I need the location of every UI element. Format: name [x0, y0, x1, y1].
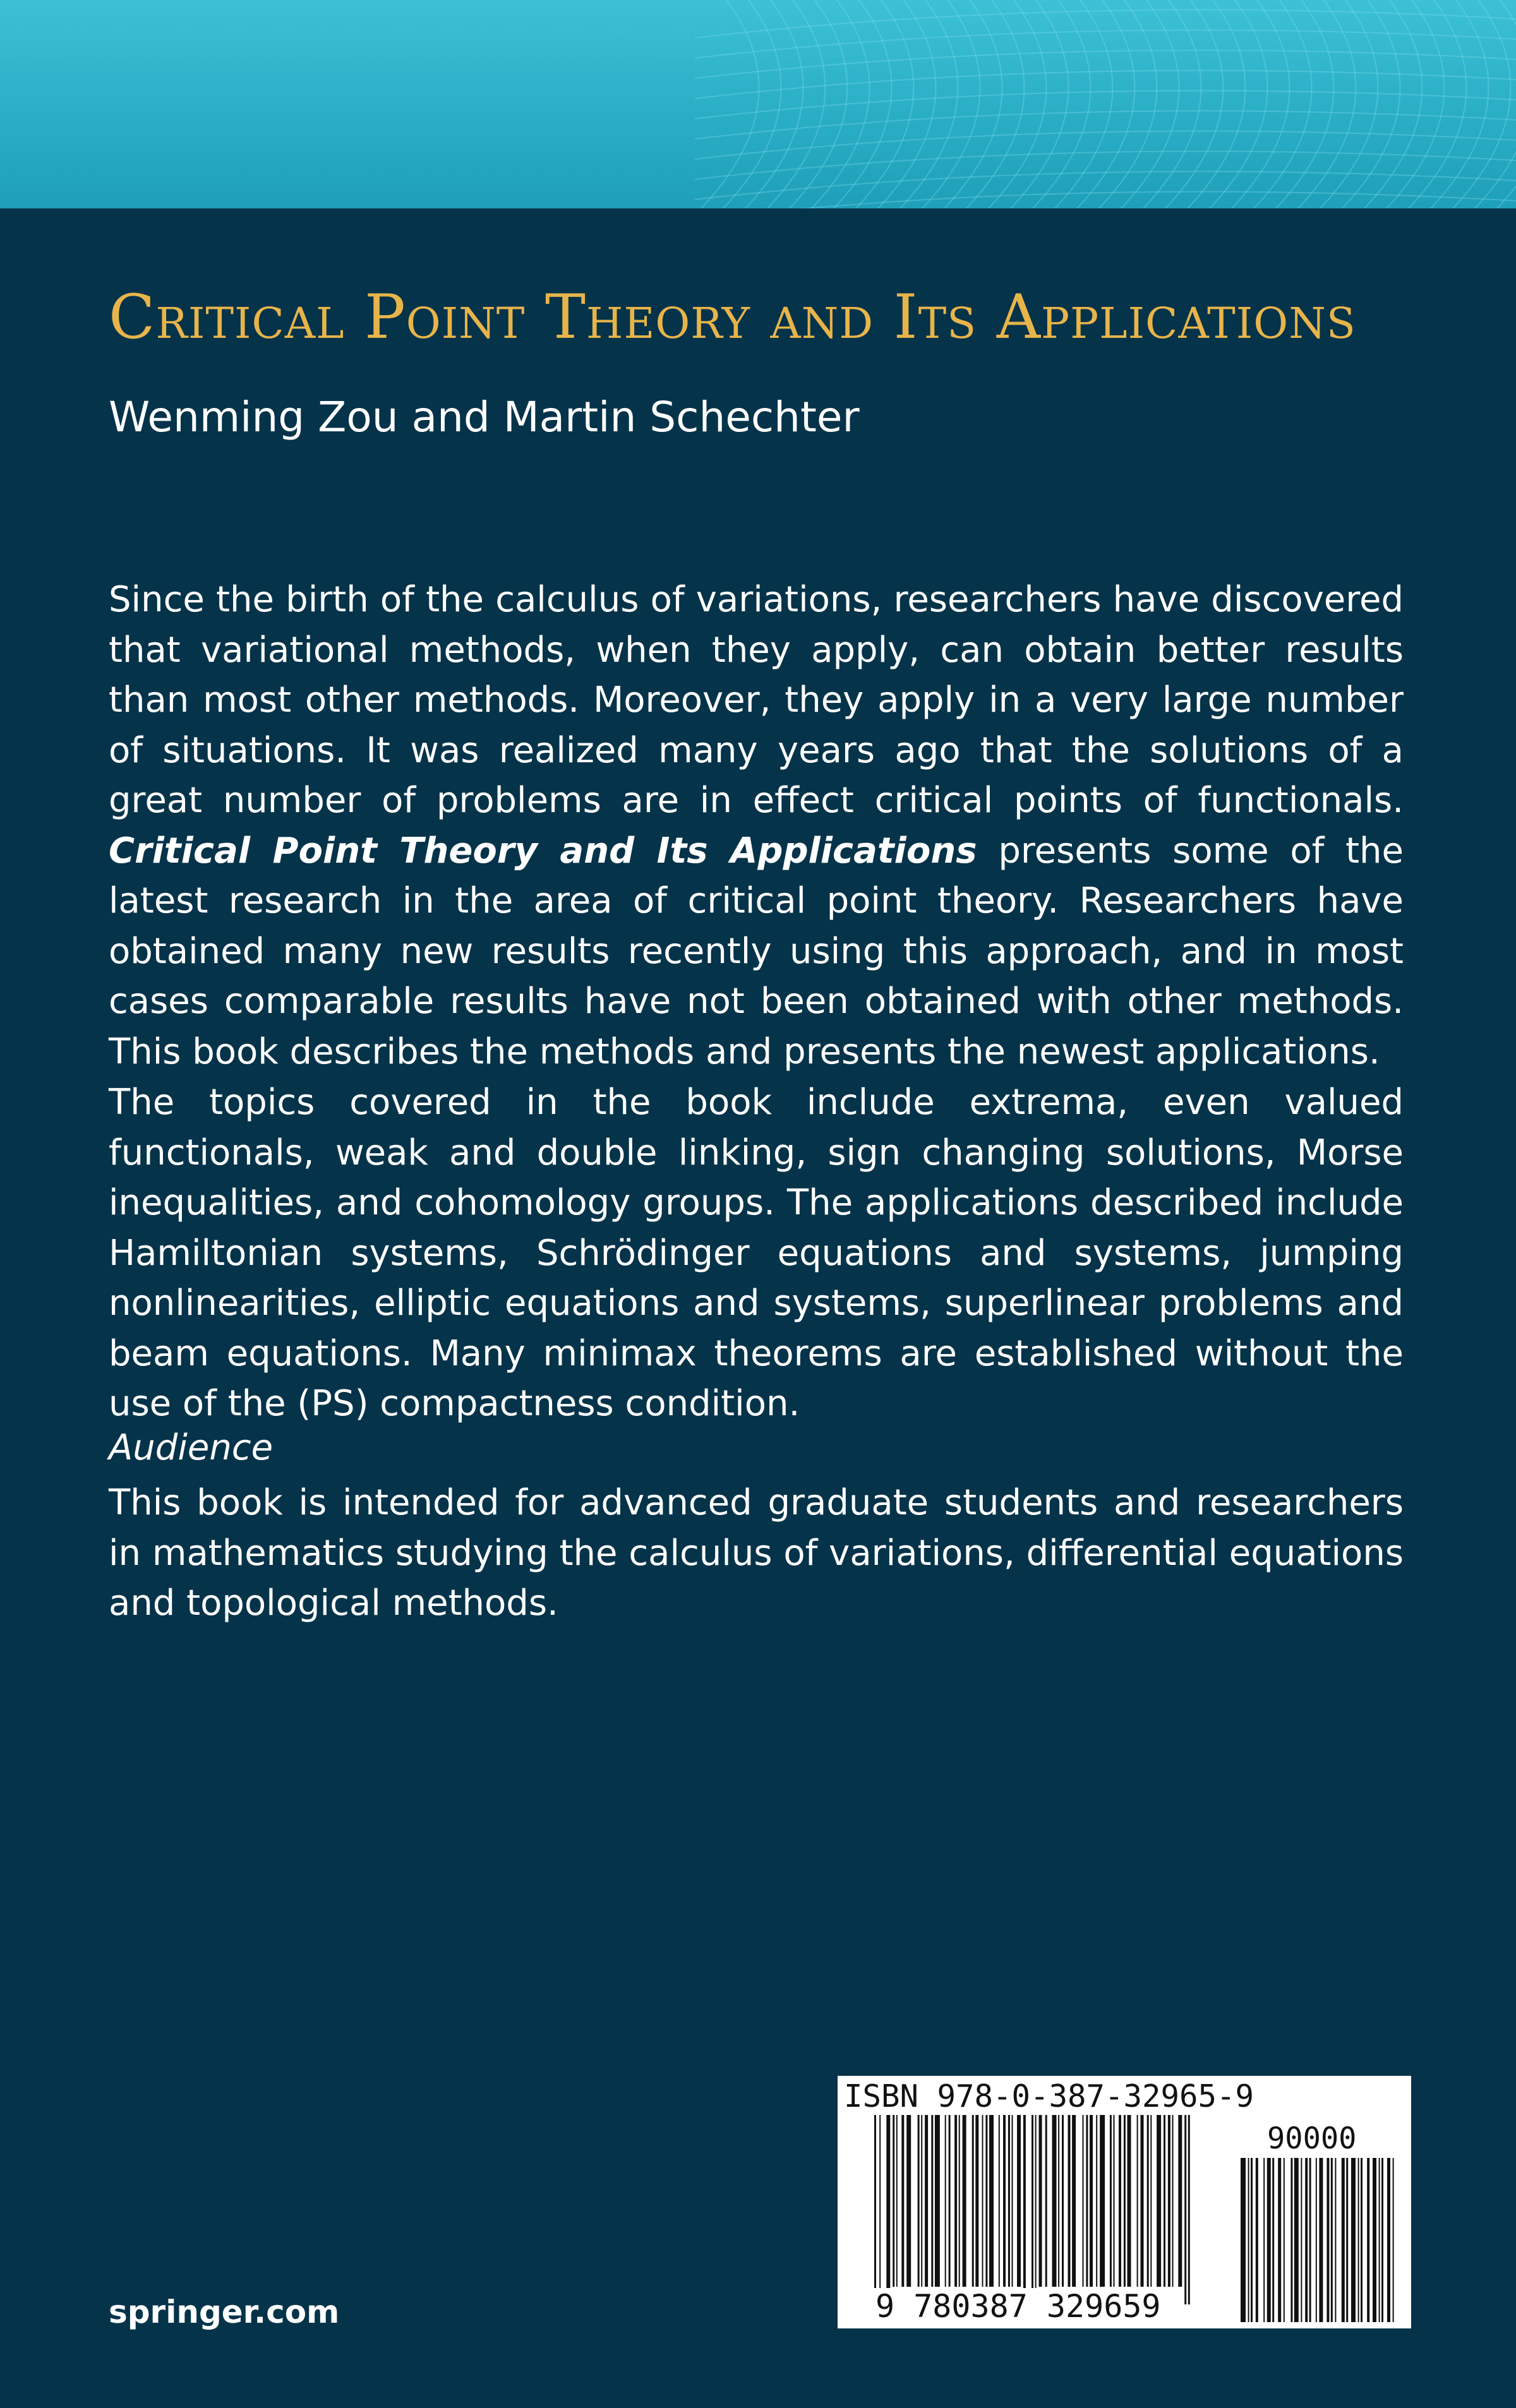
barcode-bar [1086, 2115, 1088, 2287]
addon-bar [1256, 2158, 1258, 2322]
addon-bar [1267, 2158, 1271, 2322]
book-title: Critical Point Theory and Its Applications [109, 282, 1356, 352]
barcode-bar [945, 2115, 946, 2287]
description-paragraph-2: The topics covered in the book include extrema, even valued functionals, weak and double linking, sign changing solutions, Morse inequalities, and cohomology groups. The applications described include Hamiltonian systems, Schrödinger equations and systems, jumping nonlinearities, elliptic equations and systems, superlinear problems and beam equations. Many minimax theorems are established without the use of the (PS) compactness condition. [109, 1082, 1404, 1424]
addon-bar [1387, 2158, 1390, 2322]
addon-bar [1241, 2158, 1246, 2322]
p1-text-after: presents some of the latest research in the area of critical point theory. Researchers have obtained many new results recently using this approach, and in most cases comparable results have not been obtained with other methods. This book describes the methods and presents the newest applications. [109, 830, 1404, 1072]
isbn-barcode [838, 2076, 1411, 2328]
addon-bar [1278, 2158, 1281, 2322]
barcode-bar [1045, 2115, 1047, 2287]
addon-bar [1316, 2158, 1317, 2322]
decorative-top-band [0, 0, 1516, 208]
barcode-bar [886, 2115, 890, 2304]
grid-line [900, 0, 958, 208]
barcode-bar [982, 2115, 984, 2287]
barcode-bar [959, 2115, 960, 2287]
barcode-bar [874, 2115, 876, 2304]
barcode-bar [925, 2115, 928, 2287]
isbn-label: ISBN 978-0-387-32965-9 [844, 2078, 1254, 2114]
addon-bar [1358, 2158, 1359, 2322]
barcode-bar [893, 2115, 894, 2287]
barcode-bar [1164, 2115, 1165, 2287]
barcode-bar [949, 2115, 951, 2287]
barcode-bar [921, 2115, 922, 2287]
barcode-bar [1032, 2115, 1033, 2304]
barcode-bar [1008, 2115, 1010, 2287]
addon-bar [1393, 2158, 1394, 2322]
addon-bar [1263, 2158, 1265, 2322]
grid-line [1232, 0, 1289, 208]
barcode-bar [1150, 2115, 1152, 2287]
barcode-bar [1072, 2115, 1076, 2287]
barcode-bar [1137, 2115, 1138, 2287]
barcode-bar [1012, 2115, 1013, 2287]
barcode-bar [1124, 2115, 1126, 2287]
barcode-bar [906, 2115, 911, 2287]
addon-bar [1342, 2158, 1345, 2322]
p1-text-before: Since the birth of the calculus of variations, researchers have discovered that variational methods, when they apply, can obtain better results than most other methods. Moreover, they apply in a very large number of situations. It was realized many years ago that the solutions of a great number of problems are in effect critical points of functionals. [109, 579, 1404, 821]
barcode-bar [879, 2115, 881, 2304]
barcode-bar [1068, 2115, 1071, 2287]
barcode-bar [999, 2115, 1000, 2287]
barcode-bar [896, 2115, 898, 2287]
barcode-bar [1003, 2115, 1006, 2287]
addon-bar [1319, 2158, 1323, 2322]
barcode-bar [975, 2115, 978, 2287]
barcode-bar [972, 2115, 974, 2287]
barcode-bar [1058, 2115, 1059, 2287]
barcode-bar [1184, 2115, 1186, 2304]
barcode-bar [1157, 2115, 1161, 2287]
barcode-bar [1188, 2115, 1190, 2304]
addon-bar [1326, 2158, 1329, 2322]
barcode-bar [1128, 2115, 1131, 2287]
addon-bar [1301, 2158, 1302, 2322]
barcode-bar [954, 2115, 957, 2287]
grid-line [1497, 0, 1516, 208]
grid-line [1143, 0, 1201, 208]
barcode-bar [1062, 2115, 1064, 2287]
grid-line [878, 0, 935, 208]
barcode-bar [985, 2115, 987, 2287]
barcode-bar [1023, 2115, 1026, 2304]
barcode-bar [1110, 2115, 1112, 2287]
addon-bar [1379, 2158, 1380, 2322]
addon-bar [1361, 2158, 1363, 2322]
ean-digits: 9 780387 329659 [875, 2288, 1161, 2325]
barcode-bar [1035, 2115, 1037, 2304]
barcode-bar [1119, 2115, 1121, 2287]
barcode-bar [1100, 2115, 1105, 2287]
grid-line [1342, 0, 1400, 208]
p1-book-title: Critical Point Theory and Its Applications [109, 830, 977, 872]
addon-bar [1346, 2158, 1348, 2322]
grid-line [767, 0, 825, 208]
addon-bar [1284, 2158, 1285, 2322]
barcode-bar [901, 2115, 904, 2287]
barcode-bar [935, 2115, 940, 2287]
barcode-bar [1178, 2115, 1182, 2287]
barcode-bar [918, 2115, 920, 2287]
barcode-bar [1083, 2115, 1084, 2287]
addon-bar [1290, 2158, 1292, 2322]
barcode-bar [1090, 2115, 1093, 2287]
grid-line [856, 0, 913, 208]
addon-bar [1331, 2158, 1333, 2322]
addon-bar [1351, 2158, 1356, 2322]
addon-bar [1367, 2158, 1369, 2322]
addon-bar [1381, 2158, 1383, 2322]
barcode-bar [963, 2115, 966, 2287]
grid-line [989, 0, 1046, 208]
grid-line [1011, 0, 1068, 208]
publisher-website: springer.com [109, 2294, 340, 2330]
barcode-bar [1096, 2115, 1097, 2287]
addon-bar [1305, 2158, 1308, 2322]
barcode-bar [1039, 2115, 1042, 2287]
grid-line [1210, 0, 1267, 208]
audience-paragraph: This book is intended for advanced graduate students and researchers in mathematics studying the calculus of variations, differential equations and topological methods. [109, 1482, 1404, 1624]
price-addon-code: 90000 [1267, 2121, 1357, 2156]
addon-bar [1373, 2158, 1376, 2322]
addon-bar [1248, 2158, 1249, 2322]
addon-bar [1294, 2158, 1299, 2322]
grid-line [1121, 0, 1179, 208]
barcode-bar [1147, 2115, 1149, 2287]
addon-bar [1335, 2158, 1336, 2322]
barcode-bar [989, 2115, 994, 2287]
barcode-bar [931, 2115, 933, 2287]
description-paragraph-1 [109, 575, 1404, 1077]
barcode-bar [1168, 2115, 1170, 2287]
addon-bar [1251, 2158, 1253, 2322]
barcode-bar [1172, 2115, 1174, 2287]
barcode-bar [1114, 2115, 1115, 2287]
grid-line [1188, 0, 1245, 208]
addon-bar [1309, 2158, 1311, 2322]
audience-heading: Audience [109, 1427, 274, 1468]
addon-bar [1272, 2158, 1274, 2322]
barcode-bar [1052, 2115, 1057, 2287]
grid-line [1364, 0, 1422, 208]
grid-pattern-graphic [0, 0, 1516, 208]
grid-line [695, 191, 1516, 208]
grid-line [1165, 0, 1223, 208]
barcode-bar [1017, 2115, 1021, 2287]
book-authors: Wenming Zou and Martin Schechter [109, 393, 860, 441]
barcode-bar [1141, 2115, 1144, 2287]
